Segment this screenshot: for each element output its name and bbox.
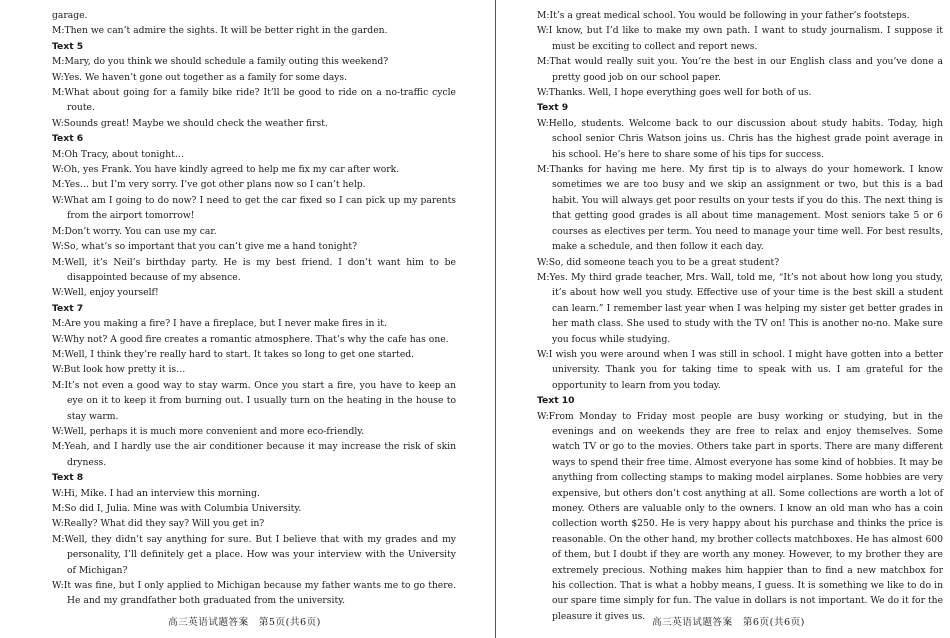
- dialogue-line: garage.: [52, 10, 88, 21]
- left-column: [52, 8, 456, 609]
- page-divider: [495, 0, 496, 638]
- dialogue-line: W:I know, but I’d like to make my own path. I want to study journalism. I suppose it must be exciting to collect and report news.: [537, 25, 943, 52]
- dialogue-line: M:Well, I think they’re really hard to start. It takes so long to get one started.: [52, 348, 415, 360]
- dialogue-line: W:What am I going to do now? I need to get the car fixed so I can pick up my parents from the airport tomorrow!: [52, 194, 456, 222]
- dialogue-line: M:Yeah, and I hardly use the air conditioner because it may increase the risk of skin dryness.: [52, 441, 456, 468]
- right-column: [537, 8, 943, 624]
- page-footer-right: 高三英语试题答案 第6页(共6页): [652, 617, 805, 628]
- dialogue-line: M:It’s a great medical school. You would be following in your father’s footsteps.: [537, 10, 910, 21]
- dialogue-line: W:Really? What did they say? Will you get in?: [52, 518, 265, 530]
- text-section-heading: Text 9: [537, 102, 569, 114]
- dialogue-line: W:Hi, Mike. I had an interview this morning.: [52, 487, 260, 499]
- dialogue-line: M:It’s not even a good way to stay warm. Once you start a fire, you have to keep an eye on it to keep it from burning out. I usually turn on the heating in the house to stay warm.: [52, 379, 456, 422]
- dialogue-line: M:Then we can’t admire the sights. It will be better right in the garden.: [52, 25, 388, 37]
- dialogue-line: M:That would really suit you. You’re the best in our English class and you’ve done a pretty good job on our school paper.: [537, 56, 943, 83]
- dialogue-line: W:Thanks. Well, I hope everything goes well for both of us.: [537, 87, 812, 99]
- dialogue-line: W:I wish you were around when I was still in school. I might have gotten into a better university. Thank you for taking time to speak with us. I am grateful for the opportunity to learn from you today.: [537, 348, 943, 391]
- dialogue-line: M:Yes. My third grade teacher, Mrs. Wall, told me, “It’s not about how long you study, it’s about how well you study. Effective use of your time is the best skill a student can learn.” I remember last year when I was helping my sister get better grades in her math class. She used to study with the TV on! This is another no-no. Make sure you focus while studying.: [537, 271, 943, 345]
- dialogue-line: M:Oh Tracy, about tonight…: [52, 148, 185, 160]
- dialogue-line: M:Yes… but I’m very sorry. I’ve got other plans now so I can’t help.: [52, 179, 366, 191]
- text-section-heading: Text 10: [537, 395, 575, 407]
- dialogue-line: W:Well, enjoy yourself!: [52, 287, 159, 299]
- page-footer-left: 高三英语试题答案 第5页(共6页): [168, 617, 321, 628]
- dialogue-line: M:Thanks for having me here. My first tip is to always do your homework. I know sometimes we are too busy and we skip an assignment or two, but this is a bad habit. You will always get poor results on your tests if you do this. The next thing is that getting good grades is all about time management. Most seniors take 5 or 6 courses as electives per term. You need to manage your time well. For best results, make a schedule, and then follow it each day.: [537, 164, 943, 253]
- text-section-heading: Text 6: [52, 133, 84, 145]
- dialogue-line: W:Why not? A good fire creates a romantic atmosphere. That’s why the cafe has one.: [52, 333, 449, 345]
- dialogue-line: W:Well, perhaps it is much more convenient and more eco-friendly.: [52, 425, 365, 437]
- dialogue-line: W:From Monday to Friday most people are busy working or studying, but in the evenings and on weekends they are free to relax and enjoy themselves. Some watch TV or go to the movies. Others take part in sports. There are many different ways to spend their free time. Almost everyone has some kind of hobbies. It may be anything from collecting stamps to making model airplanes. Some hobbies are very expensive, but others don’t cost anything at all. Some collections are worth a lot of money. Others are valuable only to the owners. I know an old man who has a coin collection worth $250. He is very happy about his purchase and thinks the price is reasonable. On the other hand, my brother collects matchboxes. He has almost 600 of them, but I doubt if they are worth any money. However, to my brother they are extremely precious. Nothing makes him happier than to find a new matchbox for his collection. That is what a hobby means, I guess. It is something we like to do in our spare time simply for fun. The value in dollars is not important. We do it for the pleasure it gives us.: [537, 410, 943, 622]
- dialogue-line: W:But look how pretty it is…: [52, 364, 186, 376]
- dialogue-line: M:Well, it’s Neil’s birthday party. He is my best friend. I don’t want him to be disappointed because of my absence.: [52, 256, 456, 283]
- dialogue-line: M:So did I, Julia. Mine was with Columbia University.: [52, 503, 302, 514]
- dialogue-line: M:Well, they didn’t say anything for sure. But I believe that with my grades and my personality, I’ll definitely get a place. How was your interview with the University of Michigan?: [52, 533, 456, 576]
- dialogue-line: W:So, what’s so important that you can’t give me a hand tonight?: [52, 241, 358, 253]
- dialogue-line: M:What about going for a family bike ride? It’ll be good to ride on a no-traffic cycle route.: [52, 87, 456, 114]
- dialogue-line: W:Sounds great! Maybe we should check the weather first.: [52, 117, 328, 129]
- text-section-heading: Text 8: [52, 472, 84, 484]
- dialogue-line: M:Mary, do you think we should schedule a family outing this weekend?: [52, 56, 389, 68]
- dialogue-line: W:Oh, yes Frank. You have kindly agreed to help me fix my car after work.: [52, 164, 400, 176]
- dialogue-line: W:It was fine, but I only applied to Michigan because my father wants me to go there. He and my grandfather both graduated from the university.: [52, 580, 456, 607]
- dialogue-line: M:Don’t worry. You can use my car.: [52, 225, 217, 237]
- text-section-heading: Text 5: [52, 40, 84, 52]
- dialogue-line: W:Yes. We haven’t gone out together as a family for some days.: [52, 71, 348, 83]
- dialogue-line: W:Hello, students. Welcome back to our discussion about study habits. Today, high school senior Chris Watson joins us. Chris has the highest grade point average in his school. He’s here to share some of his tips for success.: [537, 117, 943, 160]
- text-section-heading: Text 7: [52, 302, 84, 314]
- dialogue-line: W:So, did someone teach you to be a great student?: [537, 256, 780, 268]
- dialogue-line: M:Are you making a fire? I have a fireplace, but I never make fires in it.: [52, 318, 387, 330]
